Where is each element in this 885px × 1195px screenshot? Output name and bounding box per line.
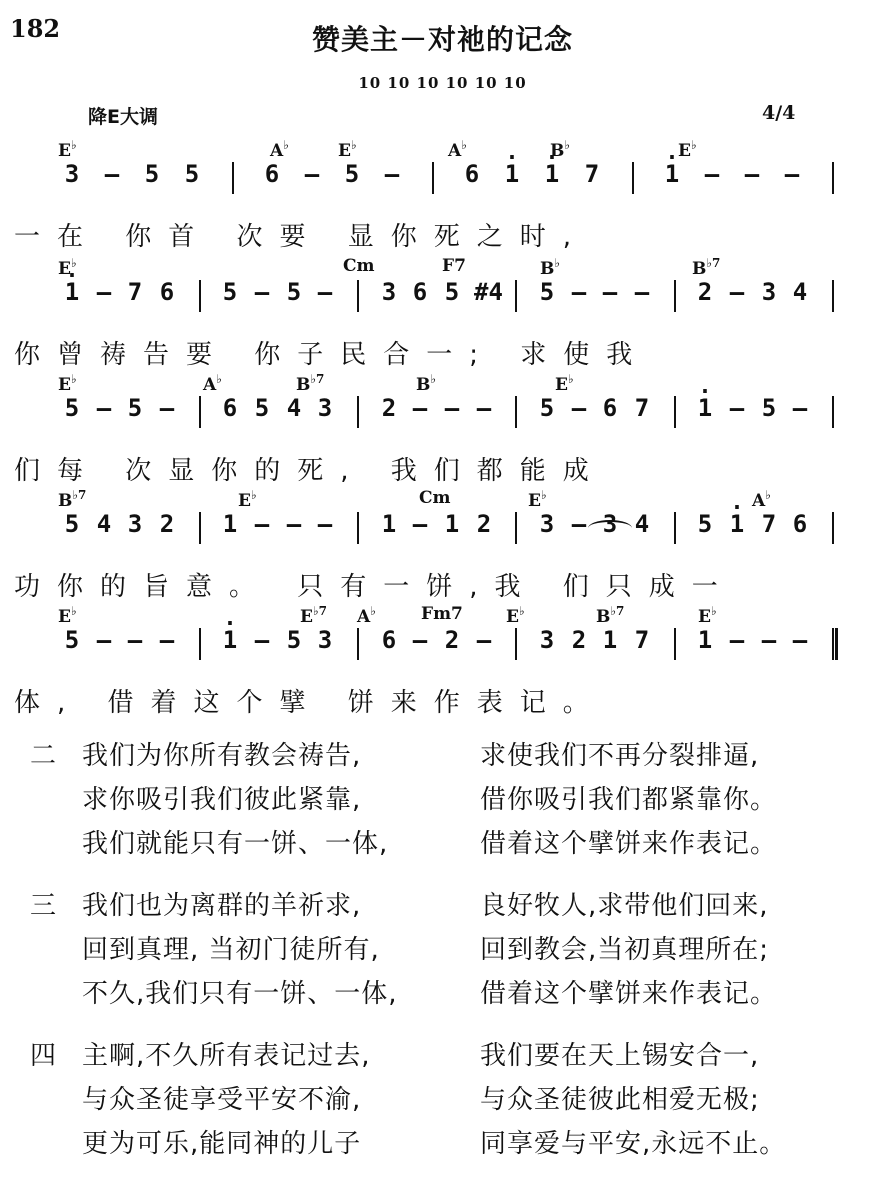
hold-dash: — xyxy=(729,278,745,306)
note: 6 xyxy=(602,394,618,422)
note: 3 xyxy=(317,394,333,422)
chord-symbol: E♭ xyxy=(58,138,77,161)
note: 1 xyxy=(444,510,460,538)
note: 6 xyxy=(159,278,175,306)
hold-dash: — xyxy=(634,278,650,306)
note: 2 xyxy=(476,510,492,538)
hold-dash: — xyxy=(571,278,587,306)
note: 3 xyxy=(317,626,333,654)
hold-dash: — xyxy=(412,626,428,654)
note: 5 xyxy=(286,278,302,306)
chord-symbol: B♭ xyxy=(540,256,561,279)
music-system xyxy=(0,604,885,724)
verse-line-left: 不久,我们只有一饼、一体, xyxy=(82,979,398,1009)
lyric-line: 一在 你首 次要 显你死之时, xyxy=(14,222,589,252)
note: 6 xyxy=(412,278,428,306)
barline xyxy=(832,280,834,312)
hold-dash: — xyxy=(96,394,112,422)
verse-line-left: 更为可乐,能同神的儿子 xyxy=(82,1129,362,1159)
barline xyxy=(832,396,834,428)
note: 3 xyxy=(539,626,555,654)
barline xyxy=(199,628,201,660)
hold-dash: — xyxy=(317,278,333,306)
note: 4 xyxy=(96,510,112,538)
barline xyxy=(515,280,517,312)
note: 2 xyxy=(381,394,397,422)
barline xyxy=(674,628,676,660)
verse-line-left: 求你吸引我们彼此紧靠, xyxy=(82,785,362,815)
barline xyxy=(515,396,517,428)
verse-line-left: 回到真理, 当初门徒所有, xyxy=(82,935,380,965)
note: 4 xyxy=(286,394,302,422)
key-signature: 降E大调 xyxy=(88,106,158,128)
music-system xyxy=(0,256,885,376)
note: 5 xyxy=(254,394,270,422)
note: 3 xyxy=(64,160,80,188)
note: 7 xyxy=(634,626,650,654)
chord-symbol: $B^{♭7}$ xyxy=(296,372,325,395)
barline xyxy=(357,280,359,312)
note: 6 xyxy=(464,160,480,188)
chord-symbol: E♭ xyxy=(506,604,525,627)
lyric-line: 功你的旨意。 只有一饼,我 们只成一 xyxy=(14,572,735,602)
verse-line-left: 我们为你所有教会祷告, xyxy=(82,741,362,771)
hold-dash: — xyxy=(571,394,587,422)
chord-symbol: A♭ xyxy=(752,488,771,511)
verse-number: 四 xyxy=(30,1041,57,1071)
final-barline xyxy=(832,628,838,660)
note: 5 xyxy=(344,160,360,188)
time-signature: 4/4 xyxy=(762,102,796,124)
chord-symbol: Fm7 xyxy=(421,604,463,624)
chord-symbol: E♭ xyxy=(555,372,574,395)
lyric-line: 你曾祷告要 你子民合一; 求使我 xyxy=(14,340,650,370)
note: 3 xyxy=(539,510,555,538)
note: 1 xyxy=(381,510,397,538)
hymn-title: 赞美主－对祂的记念 xyxy=(311,23,573,56)
music-system xyxy=(0,488,885,608)
note: 5 xyxy=(539,394,555,422)
note: 5 xyxy=(444,278,460,306)
chord-symbol: E♭ xyxy=(528,488,547,511)
note: 2 xyxy=(444,626,460,654)
barline xyxy=(674,512,676,544)
note: 5 xyxy=(761,394,777,422)
note: · 1 xyxy=(62,278,82,306)
verse-line-left: 与众圣徒享受平安不渝, xyxy=(82,1085,362,1115)
note: 5 xyxy=(539,278,555,306)
hold-dash: — xyxy=(159,394,175,422)
chord-symbol: B♭ xyxy=(550,138,571,161)
note: 5 xyxy=(64,626,80,654)
barline xyxy=(357,396,359,428)
barline xyxy=(674,396,676,428)
note: 7 xyxy=(584,160,600,188)
chord-symbol: E♭ xyxy=(58,372,77,395)
notation-line xyxy=(0,626,885,662)
lyric-line: 们每 次显你的死, 我们都能成 xyxy=(14,456,606,486)
note: 2 xyxy=(159,510,175,538)
hymn-number: 182 xyxy=(10,14,61,43)
chord-symbol: $B^{♭7}$ xyxy=(596,604,625,627)
lyric-line: 体, 借着这个擘 饼来作表记。 xyxy=(14,688,606,718)
barline xyxy=(432,162,434,194)
note: 5 xyxy=(184,160,200,188)
music-system xyxy=(0,138,885,258)
hold-dash: — xyxy=(792,626,808,654)
barline xyxy=(515,628,517,660)
note: · 1 xyxy=(220,626,240,654)
hold-dash: — xyxy=(96,626,112,654)
chord-symbol: E♭ xyxy=(698,604,717,627)
notation-line xyxy=(0,510,885,546)
verse-line-right: 我们要在天上锡安合一, xyxy=(480,1041,760,1071)
notation-line xyxy=(0,160,885,196)
note: 7 xyxy=(634,394,650,422)
verse-number: 三 xyxy=(30,891,57,921)
barline xyxy=(357,628,359,660)
barline xyxy=(832,512,834,544)
hold-dash: — xyxy=(286,510,302,538)
barline xyxy=(199,280,201,312)
hold-dash: — xyxy=(96,278,112,306)
chord-symbol: $E^{♭7}$ xyxy=(300,604,327,627)
verse-line-left: 我们就能只有一饼、一体, xyxy=(82,829,389,859)
chord-symbol: A♭ xyxy=(203,372,222,395)
note: 5 xyxy=(286,626,302,654)
verse-line-right: 良好牧人,求带他们回来, xyxy=(480,891,769,921)
hold-dash: — xyxy=(159,626,175,654)
note: 5 xyxy=(144,160,160,188)
note: 5 xyxy=(222,278,238,306)
note: · 1 xyxy=(662,160,682,188)
note: 3 xyxy=(602,510,618,538)
note: 7 xyxy=(761,510,777,538)
verse-line-right: 借你吸引我们都紧靠你。 xyxy=(480,785,778,815)
chord-symbol: E♭ xyxy=(338,138,357,161)
hold-dash: — xyxy=(704,160,720,188)
chord-symbol: A♭ xyxy=(357,604,376,627)
chord-symbol: A♭ xyxy=(270,138,289,161)
note: 3 xyxy=(127,510,143,538)
hold-dash: — xyxy=(444,394,460,422)
tie xyxy=(588,520,632,536)
hold-dash: — xyxy=(792,394,808,422)
barline xyxy=(199,396,201,428)
barline xyxy=(199,512,201,544)
notation-line xyxy=(0,278,885,314)
note: 6 xyxy=(222,394,238,422)
hold-dash: — xyxy=(784,160,800,188)
hold-dash: — xyxy=(127,626,143,654)
verse-line-right: 同享爱与平安,永远不止。 xyxy=(480,1129,787,1159)
note: 1 xyxy=(222,510,238,538)
note: 3 xyxy=(381,278,397,306)
meter: 10 10 10 10 10 10 xyxy=(358,74,527,92)
note: · 1 xyxy=(695,394,715,422)
note: 5 xyxy=(64,510,80,538)
note: 2 xyxy=(697,278,713,306)
hold-dash: — xyxy=(104,160,120,188)
chord-symbol: Cm xyxy=(419,488,451,508)
hold-dash: — xyxy=(744,160,760,188)
hold-dash: — xyxy=(476,394,492,422)
hold-dash: — xyxy=(317,510,333,538)
hold-dash: — xyxy=(476,626,492,654)
verse-line-right: 回到教会,当初真理所在; xyxy=(480,935,770,965)
note: 6 xyxy=(792,510,808,538)
hold-dash: — xyxy=(412,394,428,422)
hold-dash: — xyxy=(384,160,400,188)
barline xyxy=(232,162,234,194)
note: · 1 xyxy=(727,510,747,538)
chord-symbol: F7 xyxy=(442,256,466,276)
note: · 1 xyxy=(502,160,522,188)
hold-dash: — xyxy=(254,510,270,538)
note: 5 xyxy=(127,394,143,422)
hold-dash: — xyxy=(729,394,745,422)
verse-line-left: 我们也为离群的羊祈求, xyxy=(82,891,362,921)
verse-line-right: 借着这个擘饼来作表记。 xyxy=(480,979,778,1009)
hold-dash: — xyxy=(254,626,270,654)
note: 5 xyxy=(697,510,713,538)
note: · 1 xyxy=(542,160,562,188)
verse-line-right: 求使我们不再分裂排逼, xyxy=(480,741,760,771)
barline xyxy=(632,162,634,194)
chord-symbol: A♭ xyxy=(448,138,467,161)
note: 1 xyxy=(697,626,713,654)
verse-line-right: 与众圣徒彼此相爱无极; xyxy=(480,1085,760,1115)
hold-dash: — xyxy=(571,510,587,538)
hold-dash: — xyxy=(761,626,777,654)
chord-symbol: B♭ xyxy=(416,372,437,395)
note: 7 xyxy=(127,278,143,306)
hold-dash: — xyxy=(729,626,745,654)
verse-number: 二 xyxy=(30,741,57,771)
barline xyxy=(832,162,834,194)
note: 6 xyxy=(381,626,397,654)
chord-symbol: $B^{♭7}$ xyxy=(692,256,721,279)
chord-symbol: Cm xyxy=(343,256,375,276)
chord-symbol: E♭ xyxy=(58,604,77,627)
hold-dash: — xyxy=(412,510,428,538)
note: 4 xyxy=(792,278,808,306)
note: 4 xyxy=(634,510,650,538)
verse-line-right: 借着这个擘饼来作表记。 xyxy=(480,829,778,859)
music-system xyxy=(0,372,885,492)
note: 2 xyxy=(571,626,587,654)
verse-line-left: 主啊,不久所有表记过去, xyxy=(82,1041,371,1071)
notation-line xyxy=(0,394,885,430)
note: 5 xyxy=(64,394,80,422)
note: #4 xyxy=(474,278,503,306)
note: 6 xyxy=(264,160,280,188)
chord-symbol: E♭ xyxy=(678,138,697,161)
note: 3 xyxy=(761,278,777,306)
barline xyxy=(674,280,676,312)
chord-symbol: $B^{♭7}$ xyxy=(58,488,87,511)
hold-dash: — xyxy=(602,278,618,306)
hold-dash: — xyxy=(254,278,270,306)
barline xyxy=(357,512,359,544)
barline xyxy=(515,512,517,544)
note: 1 xyxy=(602,626,618,654)
chord-symbol: E♭ xyxy=(238,488,257,511)
chord-symbol: E♭ xyxy=(58,256,77,279)
hold-dash: — xyxy=(304,160,320,188)
